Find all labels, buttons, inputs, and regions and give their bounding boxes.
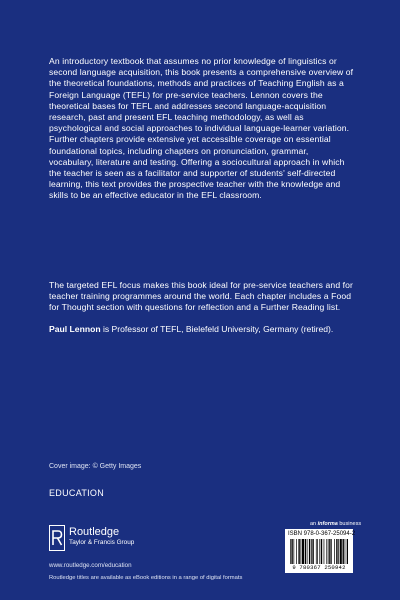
barcode-bar [326, 539, 327, 564]
barcode-bar [298, 539, 299, 564]
cover-image-credit: Cover image: © Getty Images [49, 463, 142, 470]
barcode-bar [331, 539, 332, 564]
barcode-bars [290, 539, 348, 564]
barcode-bar [340, 539, 342, 564]
barcode-bar [312, 539, 313, 564]
author-bio [49, 324, 369, 335]
barcode-bar [294, 539, 295, 564]
barcode-bar [291, 539, 292, 564]
barcode-bar [302, 539, 304, 564]
barcode-bar [301, 539, 302, 564]
barcode-bar [324, 539, 325, 564]
barcode-bar [321, 539, 322, 564]
publisher-logo [49, 525, 229, 559]
routledge-icon [49, 525, 65, 551]
barcode-bar [316, 539, 317, 564]
barcode-bar [345, 539, 346, 564]
description-paragraph-1: An introductory textbook that assumes no prior knowledge of linguistics or second language acquisition, this book presents a comprehensive overview of the theoretical foundations, methods and practices of Teaching English as a Foreign Language (TEFL) for pre-service teachers. Lennon covers the theoretical bases for TEFL and addresses second language-acquisition research, past and present EFL teaching methodology, as well as psychological and social approaches to individual language-learner variation. Further chapters provide extensive yet accessible coverage on essential foundational topics, including chapters on pronunciation, grammar, vocabulary, literature and testing. Offering a sociocultural approach in which the teacher is seen as a facilitator and supporter of students' self-directed learning, this text provides the prospective teacher with the knowledge and skills to be an effective educator in the EFL classroom. [49, 56, 354, 201]
description-paragraph-2: The targeted EFL focus makes this book ideal for pre-service teachers and for teacher training programmes around the world. Each chapter includes a Food for Thought section with questions for reflection and a Further Reading list. [49, 280, 354, 313]
informa-prefix: an [310, 521, 318, 527]
publisher-name: Routledge [69, 526, 120, 538]
barcode-bar [347, 539, 348, 564]
author-bio-text: is Professor of TEFL, Bielefeld University, Germany (retired). [100, 324, 334, 334]
publisher-group: Taylor & Francis Group [69, 539, 135, 546]
barcode-bar [329, 539, 330, 564]
barcode-bar [336, 539, 337, 564]
barcode-bar [338, 539, 339, 564]
barcode-bar [305, 539, 306, 564]
barcode [285, 529, 356, 573]
barcode-bar [343, 539, 344, 564]
barcode-bar [290, 539, 291, 564]
ebook-note: Routledge titles are available as eBook editions in a range of digital formats [49, 575, 243, 581]
barcode-bar [307, 539, 308, 564]
barcode-bar [296, 539, 297, 564]
barcode-bar [311, 539, 312, 564]
barcode-bar [309, 539, 310, 564]
barcode-bar [319, 539, 320, 564]
informa-suffix: business [337, 521, 362, 527]
publisher-url: www.routledge.com/education [49, 562, 132, 569]
subject-category: EDUCATION [49, 488, 105, 498]
barcode-bar [328, 539, 329, 564]
barcode-digits: 9 780367 250942 [292, 564, 346, 571]
informa-tagline [310, 521, 361, 527]
author-name: Paul Lennon [49, 324, 101, 334]
informa-brand: informa [317, 521, 338, 527]
barcode-bar [317, 539, 318, 564]
barcode-bar [334, 539, 335, 564]
isbn-label: ISBN 978-0-367-25094-2 [288, 531, 356, 537]
